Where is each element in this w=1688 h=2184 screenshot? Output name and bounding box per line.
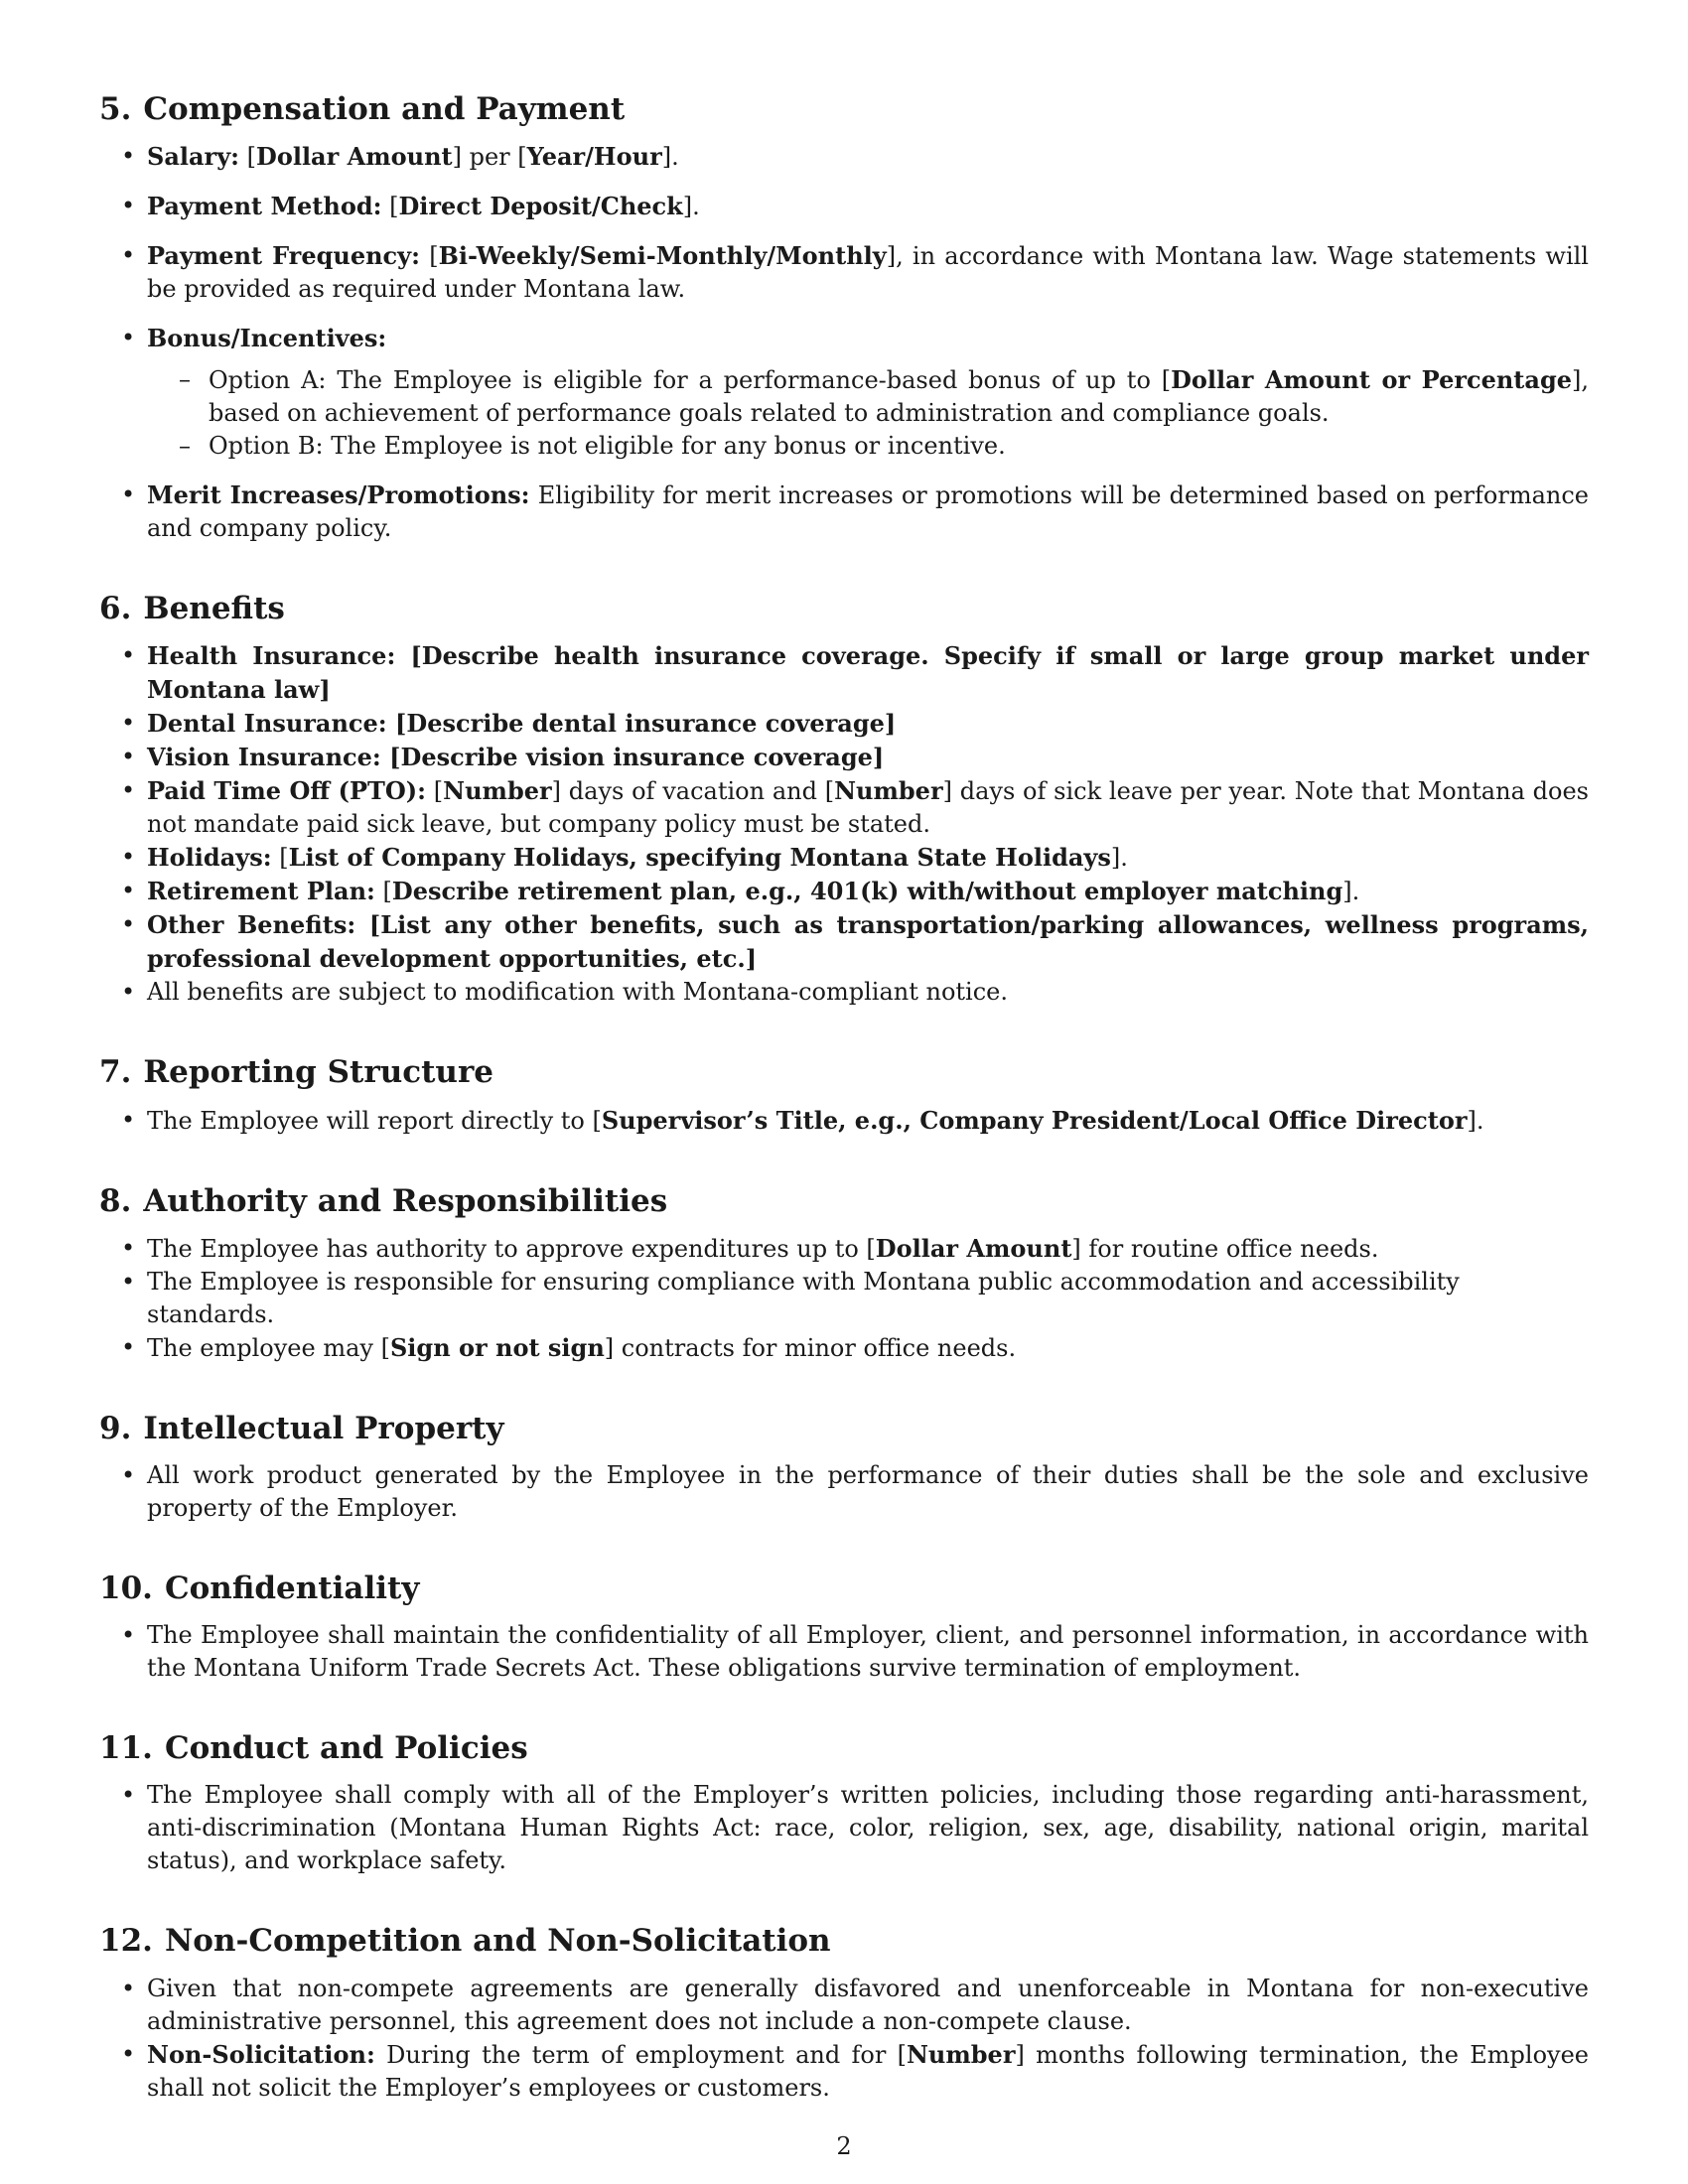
- list-item-non-solicitation: • Non-Solicitation: During the term of employment and for [Number] months following termination, the Employee shall not solicit the Employer’s employees or customers.: [147, 2038, 1589, 2105]
- bonus-option-b: – Option B: The Employee is not eligible for any bonus or incentive.: [209, 430, 1589, 463]
- section-conduct: [99, 1730, 1589, 1877]
- section-heading: 10. Confidentiality: [99, 1570, 420, 1606]
- list-item-work-product: • All work product generated by the Employee in the performance of their duties shall be the sole and exclusive property of the Employer.: [147, 1459, 1589, 1525]
- list-item-salary: • Salary: [Dollar Amount] per [Year/Hour].: [147, 140, 1589, 174]
- section-reporting: [99, 1054, 1589, 1137]
- list-item-confidentiality: • The Employee shall maintain the confidentiality of all Employer, client, and personnel information, in accordance with the Montana Uniform Trade Secrets Act. These obligations survive termination of employment.: [147, 1619, 1589, 1685]
- list-item-retirement: • Retirement Plan: [Describe retirement plan, e.g., 401(k) with/without employer matching].: [147, 875, 1589, 908]
- document-page: [99, 91, 1589, 2150]
- bonus-options: [147, 363, 1589, 463]
- list-item-policies: • The Employee shall comply with all of the Employer’s written policies, including those regarding anti-harassment, anti-discrimination (Montana Human Rights Act: race, color, religion, sex, age, disability, national origin, marital status), and workplace safety.: [147, 1779, 1589, 1877]
- list-item-expenditures: • The Employee has authority to approve expenditures up to [Dollar Amount] for routine office needs.: [147, 1232, 1589, 1266]
- section-heading: 11. Conduct and Policies: [99, 1730, 528, 1767]
- bonus-option-a: – Option A: The Employee is eligible for a performance-based bonus of up to [Dollar Amount or Percentage], based on achievement of performance goals related to administration and compliance goals.: [209, 363, 1589, 430]
- section-heading: 9. Intellectual Property: [99, 1410, 504, 1446]
- section-compensation: [99, 91, 1589, 545]
- section-list: [99, 639, 1589, 1009]
- section-heading: 7. Reporting Structure: [99, 1054, 494, 1091]
- section-non-competition: [99, 1923, 1589, 2104]
- section-list: [99, 1232, 1589, 1365]
- list-item-merit: • Merit Increases/Promotions: Eligibility for merit increases or promotions will be determined based on performance and company policy.: [147, 478, 1589, 545]
- list-item-holidays: • Holidays: [List of Company Holidays, specifying Montana State Holidays].: [147, 841, 1589, 875]
- page-number: 2: [836, 2132, 852, 2160]
- list-item-other-benefits: • Other Benefits: [List any other benefits, such as transportation/parking allowances, wellness programs, professional development opportunities, etc.]: [147, 908, 1589, 976]
- list-item-report-to: • The Employee will report directly to [Supervisor’s Title, e.g., Company President/Local Office Director].: [147, 1104, 1589, 1138]
- list-item-payment-method: • Payment Method: [Direct Deposit/Check].: [147, 190, 1589, 223]
- section-list: [99, 1459, 1589, 1525]
- list-item-health: • Health Insurance: [Describe health insurance coverage. Specify if small or large group market under Montana law]: [147, 639, 1589, 707]
- section-confidentiality: [99, 1570, 1589, 1685]
- section-list: [99, 1779, 1589, 1877]
- list-item-payment-frequency: • Payment Frequency: [Bi-Weekly/Semi-Monthly/Monthly], in accordance with Montana law. Wage statements will be provided as required under Montana law.: [147, 239, 1589, 306]
- section-heading: 6. Benefits: [99, 591, 285, 627]
- section-list: [99, 1973, 1589, 2105]
- section-list: [99, 140, 1589, 545]
- list-item-vision: • Vision Insurance: [Describe vision insurance coverage]: [147, 741, 1589, 774]
- section-list: [99, 1104, 1589, 1138]
- section-list: [99, 1619, 1589, 1685]
- section-intellectual-property: [99, 1411, 1589, 1525]
- list-item-modification: • All benefits are subject to modification with Montana-compliant notice.: [147, 976, 1589, 1009]
- list-item-contracts: • The employee may [Sign or not sign] contracts for minor office needs.: [147, 1331, 1589, 1365]
- list-item-dental: • Dental Insurance: [Describe dental insurance coverage]: [147, 707, 1589, 741]
- list-item-compliance: • The Employee is responsible for ensuring compliance with Montana public accommodation and accessibility standards.: [147, 1266, 1589, 1331]
- section-authority: [99, 1183, 1589, 1365]
- section-heading: 8. Authority and Responsibilities: [99, 1182, 668, 1219]
- section-heading: 12. Non-Competition and Non-Solicitation: [99, 1923, 831, 1960]
- list-item-non-compete: • Given that non-compete agreements are generally disfavored and unenforceable in Montana for non-executive administrative personnel, this agreement does not include a non-compete clause.: [147, 1973, 1589, 2038]
- section-heading: 5. Compensation and Payment: [99, 91, 626, 127]
- list-item-pto: • Paid Time Off (PTO): [Number] days of vacation and [Number] days of sick leave per year. Note that Montana does not mandate paid sick leave, but company policy must be stated.: [147, 774, 1589, 841]
- section-benefits: [99, 591, 1589, 1009]
- list-item-bonus: • Bonus/Incentives: – Option A: The Employee is eligible for a performance-based bonus of up to [Dollar Amount or Percentage], based on achievement of performance goals related to administration and compliance goals. – Option B: The Employee is not eligible for any bonus or incentive.: [147, 322, 1589, 463]
